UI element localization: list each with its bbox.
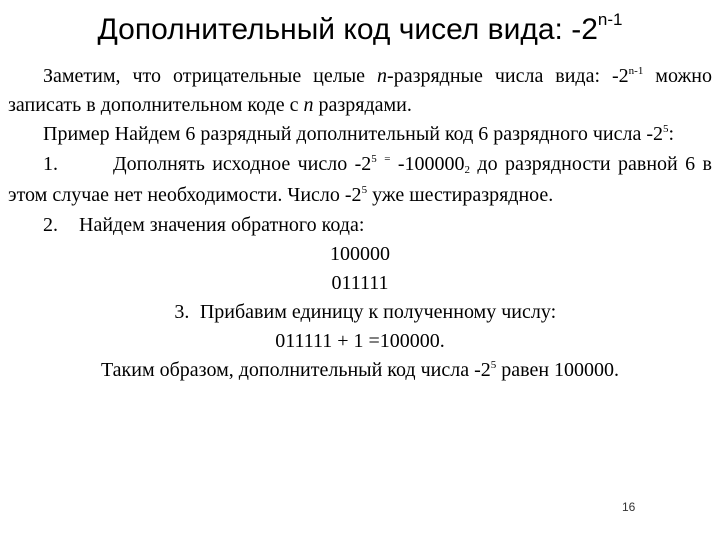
intro-text-a: Заметим, что отрицательные целые [43, 65, 378, 87]
title-text: Дополнительный код чисел вида: -2 [97, 13, 598, 46]
item2-number: 2. [43, 214, 58, 236]
list-item-3 [8, 298, 712, 327]
item1-text-a: Дополнять исходное число -2 [113, 153, 372, 175]
list-item-2 [8, 211, 712, 240]
item1-base: 2 [464, 164, 470, 176]
page-number: 16 [622, 500, 636, 514]
conclusion-text-b: равен 100000. [496, 359, 620, 381]
example-exponent: 5 [663, 123, 669, 135]
item1-number: 1. [43, 153, 58, 175]
item3-text: Прибавим единицу к полученному числу: [199, 301, 557, 323]
intro-var-n2: n [303, 94, 314, 116]
paragraph-intro [8, 62, 712, 120]
title-exponent: n-1 [597, 10, 623, 29]
intro-text-b: -разрядные числа вида: -2 [387, 65, 629, 87]
item3-number: 3. [174, 301, 190, 323]
item1-exponent-2: 5 [361, 184, 368, 196]
list-item-1 [8, 149, 712, 211]
intro-text-c: можно записать в дополнительном коде с [8, 65, 712, 116]
binary-line-2: 011111 [331, 272, 389, 294]
paragraph-example [8, 120, 712, 149]
item1-exponent: 5 [371, 153, 377, 165]
item1-text-c: до разрядности равной 6 в этом случае нет необходимости. Число -2 [8, 153, 713, 206]
conclusion-text-a: Таким образом, дополнительный код числа -2 [100, 359, 491, 381]
binary-line-1: 100000 [330, 243, 390, 265]
conclusion-exponent: 5 [490, 359, 497, 371]
item1-text-d: уже шестиразрядное. [367, 184, 554, 206]
example-text-b: : [668, 123, 675, 145]
item1-binary: -100000 [397, 153, 465, 175]
intro-var-n: n [377, 65, 388, 87]
item1-equals: = [384, 153, 391, 165]
binary-sum-line: 011111 + 1 =100000. [275, 330, 445, 352]
example-text-a: Пример Найдем 6 разрядный дополнительный код 6 разрядного числа -2 [43, 123, 663, 145]
item2-text: Найдем значения обратного кода: [79, 214, 365, 236]
intro-text-d: разрядами. [313, 94, 412, 116]
slide-title [0, 10, 720, 50]
intro-exponent: n-1 [628, 65, 644, 77]
conclusion [8, 356, 712, 385]
slide-body [8, 62, 712, 385]
